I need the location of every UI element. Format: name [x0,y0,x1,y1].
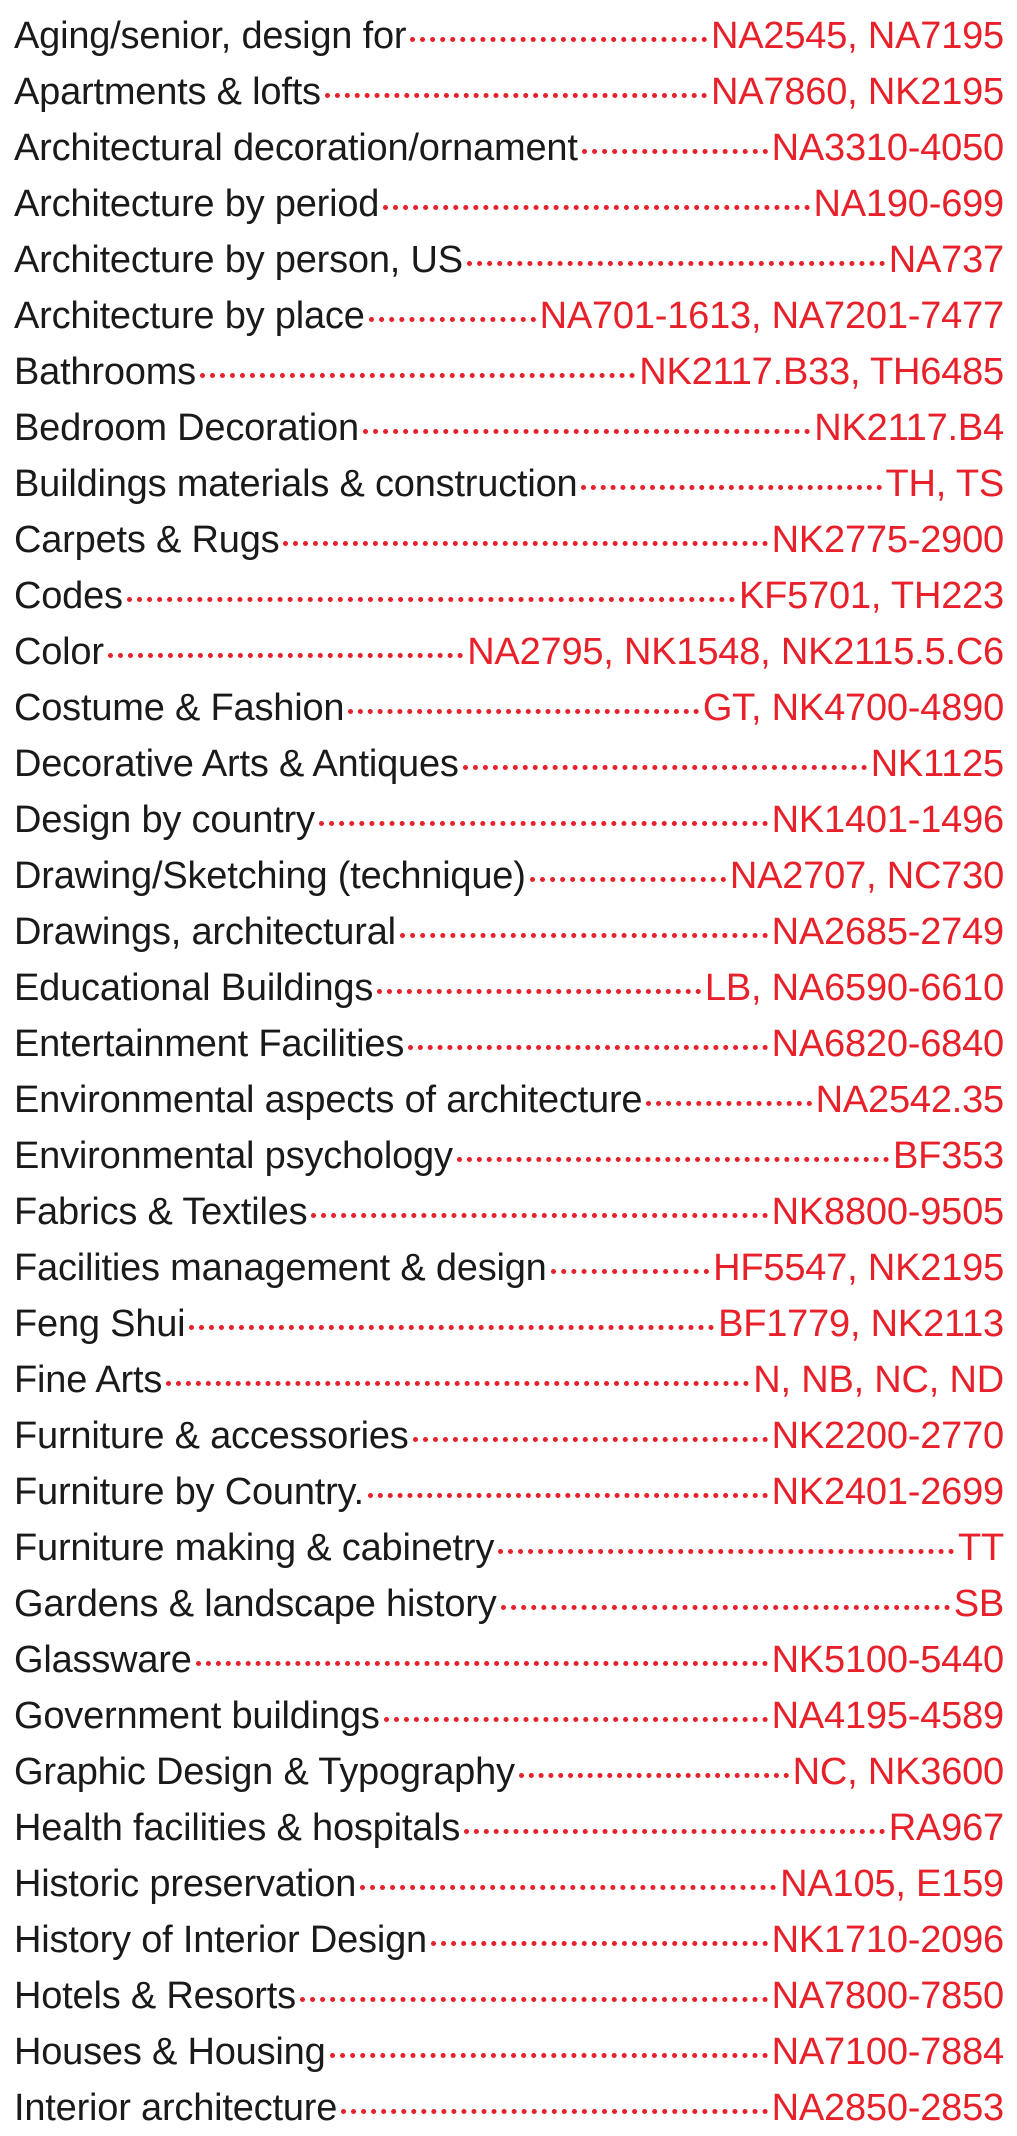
call-number: NK2401-2699 [771,1471,1004,1513]
index-entry [14,848,1004,904]
subject-term: Decorative Arts & Antiques [14,743,459,785]
call-number: NA2545, NA7195 [711,15,1004,57]
index-entry [14,2024,1004,2080]
subject-term: Glassware [14,1639,192,1681]
subject-term: Hotels & Resorts [14,1975,296,2017]
index-entry [14,1912,1004,1968]
index-entry [14,2080,1004,2136]
subject-term: Architecture by period [14,183,380,225]
index-entry [14,624,1004,680]
dot-leader [383,205,809,210]
subject-term: Design by country [14,799,315,841]
dot-leader [360,1885,776,1890]
subject-term: Graphic Design & Typography [14,1751,515,1793]
subject-term: Entertainment Facilities [14,1023,405,1065]
dot-leader [363,429,810,434]
index-entry [14,1856,1004,1912]
call-number: NK2775-2900 [771,519,1004,561]
index-entry [14,176,1004,232]
call-number: KF5701, TH223 [739,575,1004,617]
index-entry [14,960,1004,1016]
call-number: NK1401-1496 [771,799,1004,841]
call-number: NA6820-6840 [771,1023,1004,1065]
subject-term: Furniture by Country. [14,1471,364,1513]
index-entry [14,904,1004,960]
index-entry [14,512,1004,568]
index-entry [14,568,1004,624]
call-number: NA2707, NC730 [729,855,1004,897]
subject-index-list [14,8,1004,2136]
subject-term: Health facilities & hospitals [14,1807,461,1849]
dot-leader [530,877,726,882]
index-entry [14,1632,1004,1688]
dot-leader [189,1325,714,1330]
index-entry [14,1128,1004,1184]
call-number: NA7800-7850 [771,1975,1004,2017]
subject-term: Carpets & Rugs [14,519,280,561]
dot-leader [300,1997,768,2002]
dot-leader [166,1381,749,1386]
dot-leader [127,597,735,602]
subject-term: Bathrooms [14,351,196,393]
call-number: NA701-1613, NA7201-7477 [539,295,1004,337]
dot-leader [319,821,768,826]
call-number: NA4195-4589 [771,1695,1004,1737]
index-entry [14,64,1004,120]
dot-leader [519,1773,789,1778]
index-entry [14,1352,1004,1408]
dot-leader [377,989,701,994]
subject-term: Government buildings [14,1695,380,1737]
subject-term: Costume & Fashion [14,687,345,729]
subject-term: Interior architecture [14,2087,338,2129]
index-entry [14,1184,1004,1240]
subject-term: Furniture making & cabinetry [14,1527,495,1569]
call-number: NK2117.B33, TH6485 [639,351,1004,393]
call-number: NA3310-4050 [771,127,1004,169]
index-entry [14,1464,1004,1520]
subject-term: Architecture by person, US [14,239,463,281]
dot-leader [410,37,707,42]
index-entry [14,1800,1004,1856]
subject-term: Color [14,631,104,673]
dot-leader [341,2109,768,2114]
dot-leader [283,541,767,546]
call-number: GT, NK4700-4890 [702,687,1004,729]
call-number: SB [953,1583,1004,1625]
index-entry [14,120,1004,176]
index-entry [14,288,1004,344]
subject-term: Drawing/Sketching (technique) [14,855,526,897]
call-number: RA967 [888,1807,1004,1849]
call-number: NA105, E159 [780,1863,1004,1905]
dot-leader [368,1493,768,1498]
dot-leader [464,1829,885,1834]
index-entry [14,1968,1004,2024]
dot-leader [196,1661,768,1666]
call-number: NA2685-2749 [771,911,1004,953]
index-entry [14,456,1004,512]
dot-leader [311,1213,767,1218]
call-number: NA2795, NK1548, NK2115.5.C6 [467,631,1004,673]
call-number: BF353 [893,1135,1004,1177]
index-entry [14,400,1004,456]
dot-leader [457,1157,889,1162]
index-entry [14,736,1004,792]
index-entry [14,1296,1004,1352]
call-number: NK2117.B4 [814,407,1004,449]
dot-leader [369,317,536,322]
dot-leader [646,1101,811,1106]
index-entry [14,1016,1004,1072]
subject-term: Educational Buildings [14,967,374,1009]
dot-leader [431,1941,768,1946]
dot-leader [408,1045,768,1050]
subject-term: Environmental aspects of architecture [14,1079,643,1121]
index-entry [14,1576,1004,1632]
dot-leader [400,933,768,938]
dot-leader [551,1269,710,1274]
call-number: NA190-699 [813,183,1004,225]
subject-term: Architectural decoration/ornament [14,127,578,169]
call-number: NK2200-2770 [771,1415,1004,1457]
call-number: NC, NK3600 [792,1751,1004,1793]
subject-term: Buildings materials & construction [14,463,578,505]
call-number: NA7100-7884 [771,2031,1004,2073]
subject-term: Bedroom Decoration [14,407,359,449]
dot-leader [467,261,885,266]
subject-term: Aging/senior, design for [14,15,407,57]
subject-term: Historic preservation [14,1863,357,1905]
call-number: HF5547, NK2195 [713,1247,1004,1289]
index-entry [14,344,1004,400]
index-entry [14,8,1004,64]
call-number: TH, TS [885,463,1004,505]
call-number: BF1779, NK2113 [718,1303,1004,1345]
dot-leader [498,1549,954,1554]
index-entry [14,1744,1004,1800]
dot-leader [501,1605,950,1610]
index-entry [14,680,1004,736]
index-entry [14,1240,1004,1296]
subject-term: Architecture by place [14,295,365,337]
subject-term: Drawings, architectural [14,911,396,953]
subject-term: Environmental psychology [14,1135,453,1177]
subject-term: Feng Shui [14,1303,186,1345]
call-number: NA2542.35 [815,1079,1004,1121]
subject-term: Apartments & lofts [14,71,321,113]
call-number: NA737 [888,239,1004,281]
subject-term: History of Interior Design [14,1919,427,1961]
subject-term: Fine Arts [14,1359,163,1401]
subject-term: Furniture & accessories [14,1415,409,1457]
index-entry [14,1520,1004,1576]
index-entry [14,232,1004,288]
call-number: NK1710-2096 [771,1919,1004,1961]
index-entry [14,792,1004,848]
dot-leader [581,485,881,490]
dot-leader [108,653,463,658]
call-number: NK5100-5440 [771,1639,1004,1681]
call-number: NK8800-9505 [771,1191,1004,1233]
dot-leader [582,149,768,154]
call-number: NA7860, NK2195 [711,71,1004,113]
subject-term: Codes [14,575,123,617]
dot-leader [325,93,707,98]
subject-term: Gardens & landscape history [14,1583,497,1625]
call-number: N, NB, NC, ND [753,1359,1004,1401]
dot-leader [413,1437,768,1442]
index-entry [14,1408,1004,1464]
index-entry [14,1072,1004,1128]
index-entry [14,1688,1004,1744]
subject-term: Fabrics & Textiles [14,1191,308,1233]
call-number: LB, NA6590-6610 [704,967,1004,1009]
call-number: NK1125 [870,743,1004,785]
dot-leader [200,373,635,378]
dot-leader [348,709,699,714]
subject-term: Houses & Housing [14,2031,326,2073]
subject-term: Facilities management & design [14,1247,547,1289]
call-number: NA2850-2853 [771,2087,1004,2129]
dot-leader [384,1717,768,1722]
dot-leader [330,2053,768,2058]
dot-leader [463,765,867,770]
call-number: TT [957,1527,1004,1569]
